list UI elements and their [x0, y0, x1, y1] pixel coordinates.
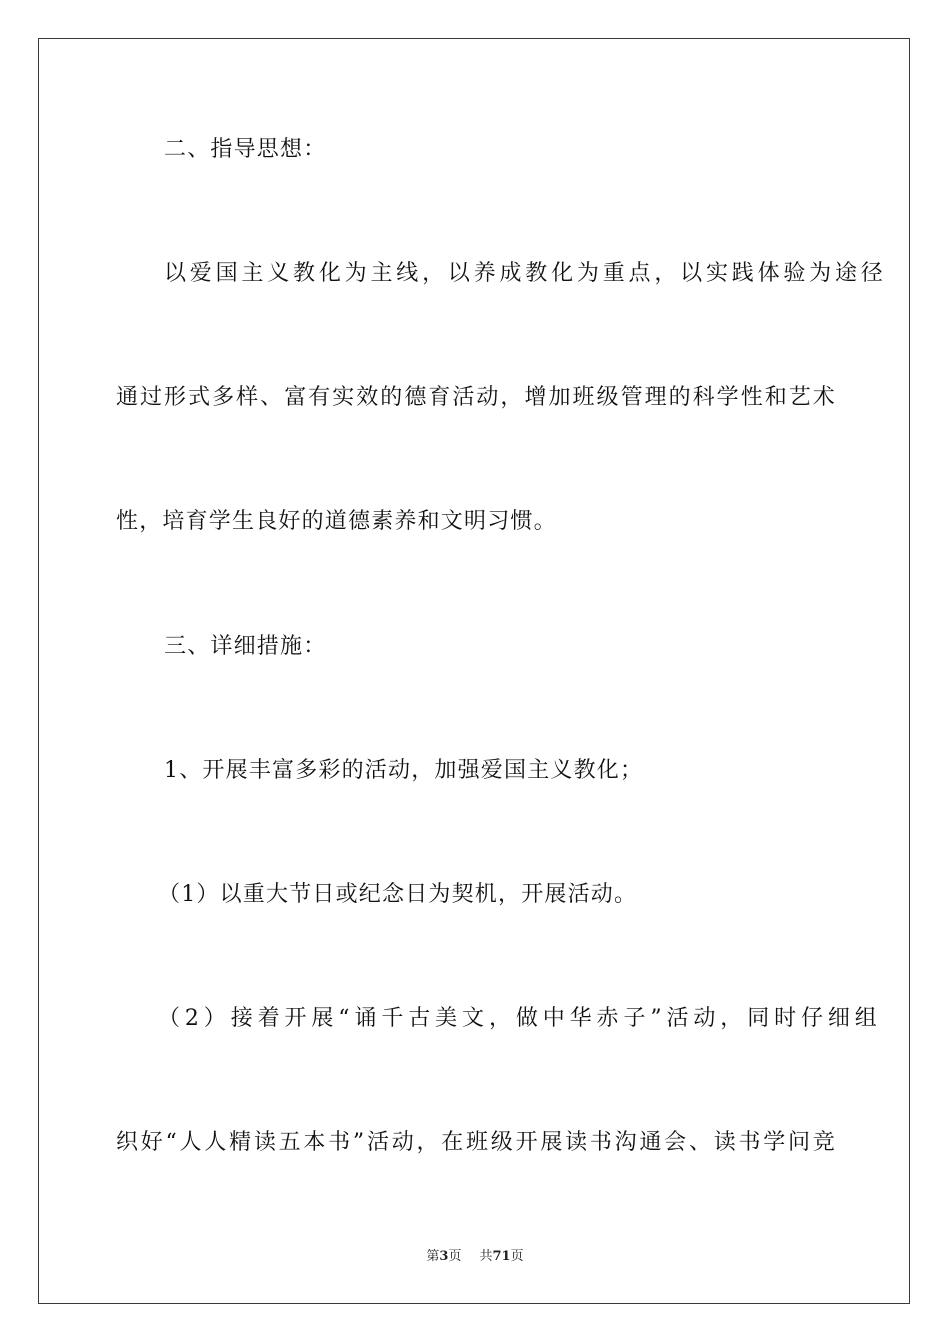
- paragraph-line: 性，培育学生良好的道德素养和文明习惯。: [116, 509, 557, 534]
- paragraph-line: 通过形式多样、富有实效的德育活动，增加班级管理的科学性和艺术: [116, 385, 836, 410]
- heading-guiding-thought: 二、指导思想：: [164, 137, 327, 162]
- footer-page-suffix: 页: [448, 1249, 462, 1264]
- sub-list-item: （1）以重大节日或纪念日为契机，开展活动。: [158, 882, 638, 907]
- page-footer: [0, 1248, 950, 1266]
- heading-detailed-measures: 三、详细措施：: [164, 634, 327, 659]
- paragraph-line: 织好“人人精读五本书”活动，在班级开展读书沟通会、读书学问竞: [116, 1130, 836, 1155]
- sub-list-item: （2）接着开展“诵千古美文，做中华赤子”活动，同时仔细组: [158, 1006, 878, 1031]
- list-item: 1、开展丰富多彩的活动，加强爱国主义教化；: [164, 758, 644, 783]
- footer-total-pages: 71: [492, 1249, 511, 1264]
- footer-page-number: 3: [439, 1249, 449, 1264]
- footer-total-suffix: 页: [510, 1249, 524, 1264]
- footer-prefix: 第: [426, 1249, 440, 1264]
- page-border: [38, 38, 910, 1304]
- paragraph-line: 以爱国主义教化为主线，以养成教化为重点，以实践体验为途径: [164, 261, 884, 286]
- footer-total-prefix: 共: [479, 1249, 493, 1264]
